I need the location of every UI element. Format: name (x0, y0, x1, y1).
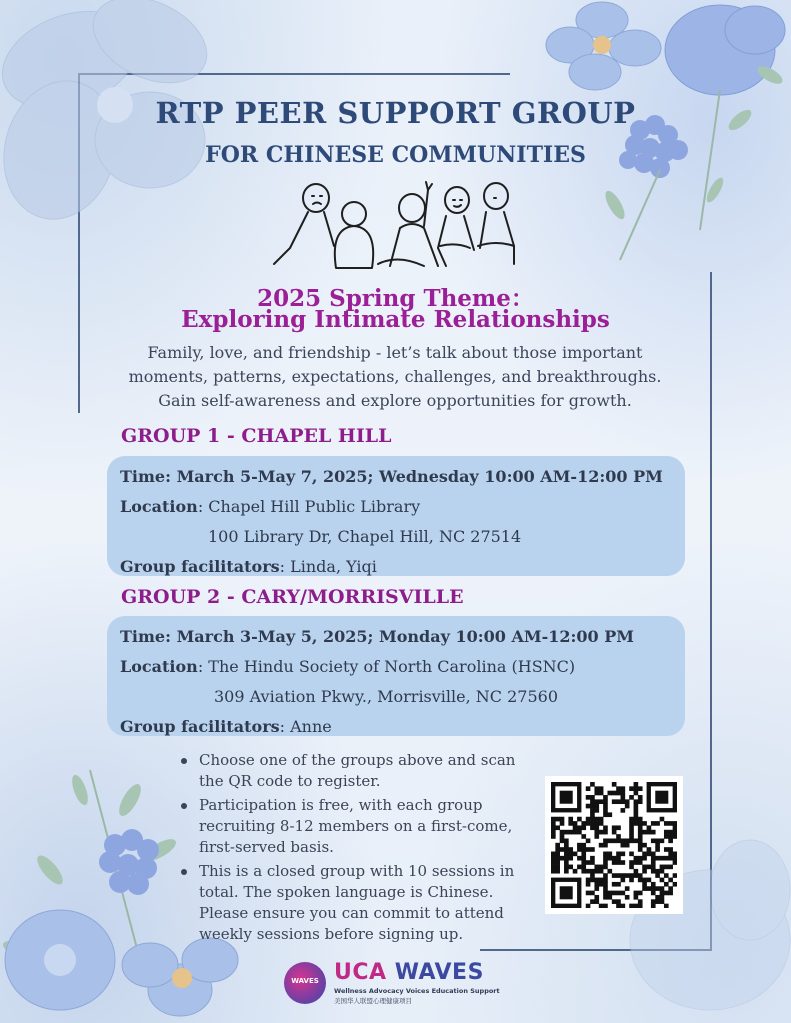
group-1-heading: GROUP 1 - CHAPEL HILL (121, 425, 392, 447)
list-item-line: the QR code to register. (199, 772, 381, 790)
theme-heading: 2025 Spring Theme： (257, 285, 534, 312)
theme-description (110, 341, 680, 413)
theme-title: Exploring Intimate Relationships (181, 306, 610, 333)
list-item-line: Please ensure you can commit to attend (199, 904, 504, 922)
group-2-address: 309 Aviation Pkwy., Morrisville, NC 27560 (214, 687, 559, 706)
location-name: : Chapel Hill Public Library (197, 497, 421, 516)
list-item-line: weekly sessions before signing up. (199, 925, 464, 943)
location-name: : The Hindu Society of North Carolina (HSNC) (197, 657, 576, 676)
group-2-heading: GROUP 2 - CARY/MORRISVILLE (121, 586, 464, 608)
group-1-details (107, 456, 685, 576)
logo-badge-text: WAVES (291, 977, 319, 985)
group-1-time: Time: March 5-May 7, 2025; Wednesday 10:00 AM-12:00 PM (120, 467, 663, 486)
group-1-address: 100 Library Dr, Chapel Hill, NC 27514 (208, 527, 522, 546)
list-item-line: recruiting 8-12 members on a first-come, (199, 817, 513, 835)
qr-code-pattern (551, 782, 677, 908)
group-2-facilitators (120, 712, 685, 742)
list-item-line: Participation is free, with each group (199, 796, 483, 814)
logo-name (334, 960, 484, 985)
group-1-location (120, 492, 685, 522)
group-2-details (107, 616, 685, 736)
top-right-flower-decoration (540, 0, 791, 270)
list-item-line: total. The spoken language is Chinese. (199, 883, 494, 901)
group-2-location (120, 652, 685, 682)
page-title: RTP PEER SUPPORT GROUP (155, 96, 636, 130)
description-line: moments, patterns, expectations, challenges, and breakthroughs. (128, 367, 662, 386)
page-subtitle: FOR CHINESE COMMUNITIES (205, 142, 586, 168)
list-item-line: first-served basis. (199, 838, 334, 856)
people-sketch-icon (268, 176, 524, 276)
location-label: Location (120, 497, 198, 516)
logo-name-uca: UCA (334, 960, 387, 985)
group-2-time: Time: March 3-May 5, 2025; Monday 10:00 AM-12:00 PM (120, 627, 634, 646)
logo-tagline: Wellness Advocacy Voices Education Support (334, 987, 500, 995)
list-item-line: This is a closed group with 10 sessions in (199, 862, 515, 880)
logo-badge-icon (284, 962, 326, 1004)
list-item (178, 750, 538, 792)
location-label: Location (120, 657, 198, 676)
description-line: Family, love, and friendship - let’s talk about those important (147, 343, 643, 362)
list-item (178, 861, 538, 945)
description-line: Gain self-awareness and explore opportunities for growth. (158, 391, 632, 410)
registration-info-list (178, 750, 538, 945)
logo-name-waves: WAVES (386, 960, 484, 985)
group-1-facilitators (120, 552, 685, 582)
logo-tagline-chinese: 美国华人联盟心理健康项目 (334, 997, 412, 1005)
facilitators-names: : Anne (279, 717, 332, 736)
uca-waves-logo (284, 960, 504, 1006)
facilitators-label: Group facilitators (120, 557, 280, 576)
list-item (178, 795, 538, 858)
facilitators-label: Group facilitators (120, 717, 280, 736)
list-item-line: Choose one of the groups above and scan (199, 751, 516, 769)
facilitators-names: : Linda, Yiqi (279, 557, 377, 576)
qr-code-icon[interactable] (545, 776, 683, 914)
